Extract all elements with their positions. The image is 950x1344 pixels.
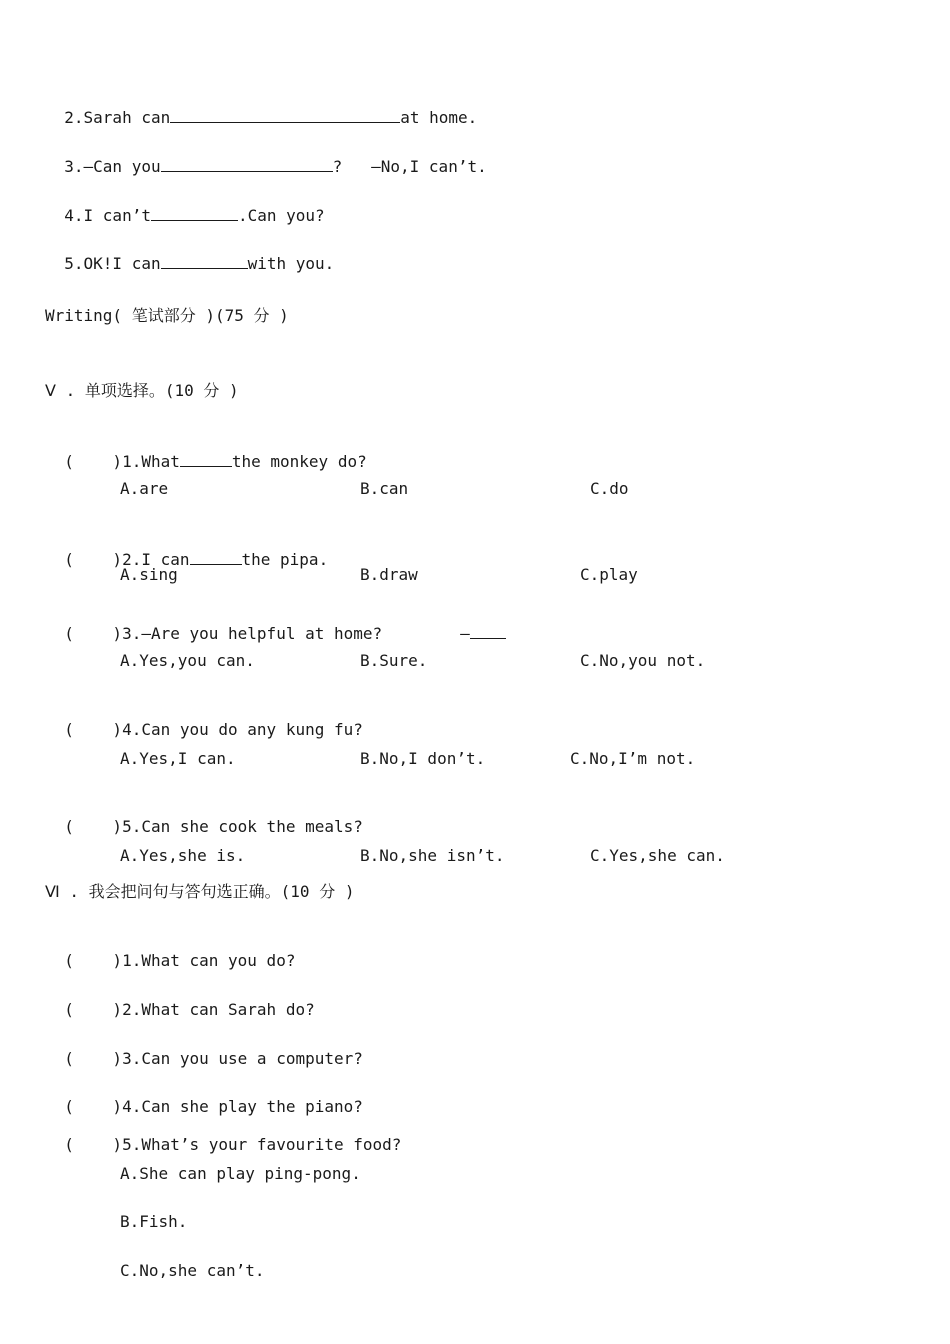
s5-q5-option-b: B.No,she isn’t. [360,846,505,865]
fill-in-3 [45,135,487,177]
fill-in-4-post: .Can you? [237,206,325,225]
section-6-title: Ⅵ . 我会把问句与答句选正确。(10 分 ) [45,882,355,901]
answer-bracket[interactable]: ( ) [64,817,123,836]
s5-q5-option-a: A.Yes,she is. [120,846,246,865]
question-text: 5.What’s your favourite food? [122,1135,402,1154]
s5-q1-option-c: C.do [590,479,629,498]
question-pre: 2.I can [122,550,190,569]
s6-answer-a: A.She can play ping-pong. [120,1164,361,1183]
s6-question-1 [45,931,295,971]
s5-question-2 [45,528,328,570]
s5-q3-option-b: B.Sure. [360,651,428,670]
fill-in-5 [45,232,334,274]
fill-in-4 [45,184,325,226]
s6-question-5 [45,1115,401,1155]
answer-bracket[interactable]: ( ) [64,1135,123,1154]
fill-in-4-pre: 4.I can’t [64,206,151,225]
s6-question-3 [45,1029,363,1069]
s5-q3-option-a: A.Yes,you can. [120,651,255,670]
answer-blank [190,548,242,565]
question-post: the monkey do? [231,452,367,471]
question-text: 3.Can you use a computer? [122,1049,363,1068]
answer-bracket[interactable]: ( ) [64,951,123,970]
answer-blank[interactable] [161,155,333,172]
s5-question-3 [45,602,506,644]
fill-in-5-post: with you. [247,254,335,273]
answer-bracket[interactable]: ( ) [64,1097,123,1116]
s5-q4-option-b: B.No,I don’t. [360,749,486,768]
question-post: — [460,624,470,643]
answer-bracket[interactable]: ( ) [64,720,123,739]
question-pre: 1.What [122,452,180,471]
fill-in-2-post: at home. [400,108,478,127]
fill-in-2-pre: 2.Sarah can [64,108,171,127]
s5-q1-option-b: B.can [360,479,409,498]
s5-q2-option-b: B.draw [360,565,418,584]
answer-blank[interactable] [170,106,400,123]
s5-q2-option-a: A.sing [120,565,178,584]
question-pre: 3.—Are you helpful at home? [122,624,383,643]
question-pre: 5.Can she cook the meals? [122,817,363,836]
fill-in-5-pre: 5.OK!I can [64,254,161,273]
writing-heading: Writing( 笔试部分 )(75 分 ) [45,306,289,325]
answer-blank [180,450,232,467]
s5-q1-option-a: A.are [120,479,169,498]
question-text: 2.What can Sarah do? [122,1000,315,1019]
fill-in-3-pre: 3.—Can you [64,157,161,176]
s5-q4-option-a: A.Yes,I can. [120,749,236,768]
s5-q5-option-c: C.Yes,she can. [590,846,725,865]
fill-in-3-post: ? —No,I can’t. [332,157,487,176]
answer-bracket[interactable]: ( ) [64,1000,123,1019]
section-5-title: Ⅴ . 单项选择。(10 分 ) [45,381,239,400]
answer-bracket[interactable]: ( ) [64,624,123,643]
s6-answer-c: C.No,she can’t. [120,1261,265,1280]
question-post: the pipa. [241,550,329,569]
s5-q2-option-c: C.play [580,565,638,584]
s5-question-1 [45,430,367,472]
question-text: 4.Can she play the piano? [122,1097,363,1116]
s5-question-4 [45,700,363,740]
s6-answer-b: B.Fish. [120,1212,188,1231]
s5-q4-option-c: C.No,I’m not. [570,749,696,768]
s6-question-4 [45,1077,363,1117]
question-text: 1.What can you do? [122,951,296,970]
fill-in-2 [45,86,477,128]
answer-bracket[interactable]: ( ) [64,452,123,471]
s5-q3-option-c: C.No,you not. [580,651,706,670]
s6-question-2 [45,980,315,1020]
answer-blank[interactable] [151,204,238,221]
answer-bracket[interactable]: ( ) [64,1049,123,1068]
s5-question-5 [45,797,363,837]
question-pre: 4.Can you do any kung fu? [122,720,363,739]
answer-bracket[interactable]: ( ) [64,550,123,569]
answer-blank [470,622,506,639]
answer-blank[interactable] [161,252,248,269]
